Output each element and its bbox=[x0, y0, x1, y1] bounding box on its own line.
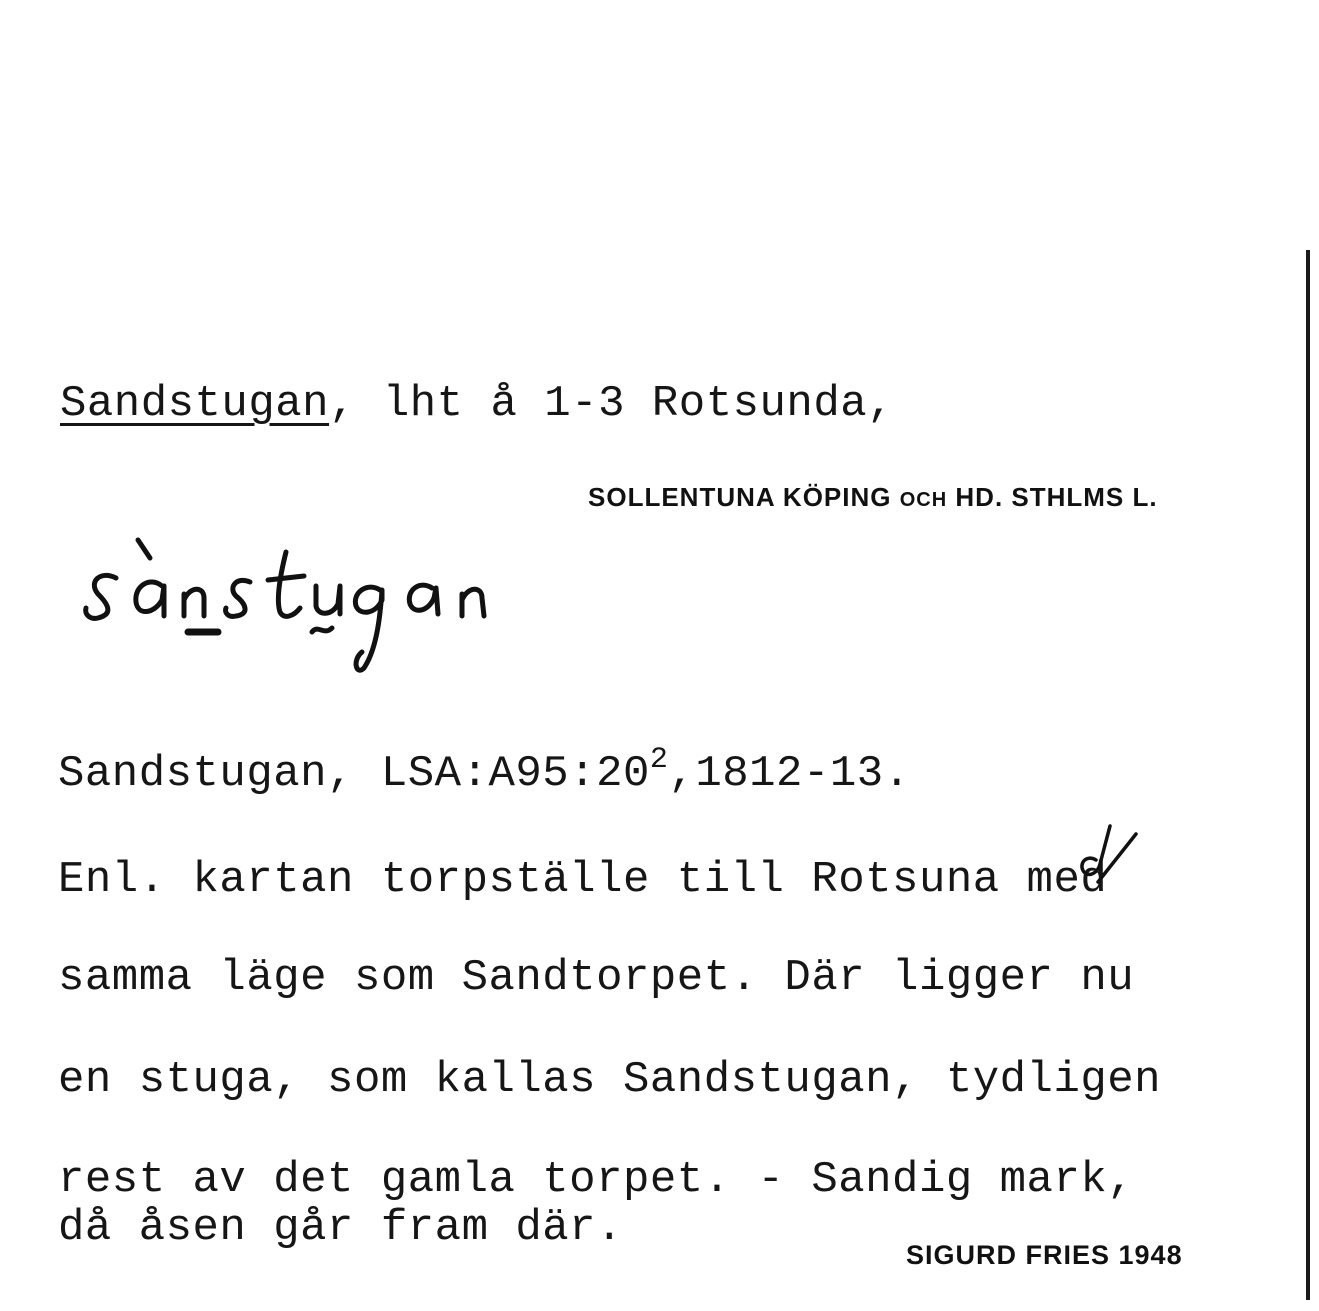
handwritten-pronunciation bbox=[80, 520, 600, 680]
headword: Sandstugan bbox=[60, 379, 330, 429]
body-line-5: då åsen går fram där. bbox=[58, 1203, 623, 1253]
body-line-4: rest av det gamla torpet. - Sandig mark, bbox=[58, 1155, 1135, 1205]
source-superscript: 2 bbox=[649, 743, 669, 777]
region-stamp: SOLLENTUNA KÖPING OCH HD. STHLMS L. bbox=[588, 482, 1158, 512]
body-line-3: en stuga, som kallas Sandstugan, tydligen bbox=[58, 1055, 1162, 1105]
signature-stamp: SIGURD FRIES 1948 bbox=[906, 1240, 1183, 1270]
heading-location: , lht å 1-3 Rotsunda, bbox=[329, 379, 895, 429]
card-edge-line bbox=[1306, 250, 1310, 1300]
card-heading bbox=[60, 379, 895, 429]
handwritten-correction bbox=[1070, 820, 1140, 890]
source-line: Sandstugan, $LSA:A95:20^2,1812-13$. bbox=[58, 743, 911, 799]
body-line-1: Enl. kartan torpställe till Rotsuna med bbox=[58, 855, 1108, 905]
body-line-2: samma läge som Sandtorpet. Där ligger nu bbox=[58, 953, 1135, 1003]
